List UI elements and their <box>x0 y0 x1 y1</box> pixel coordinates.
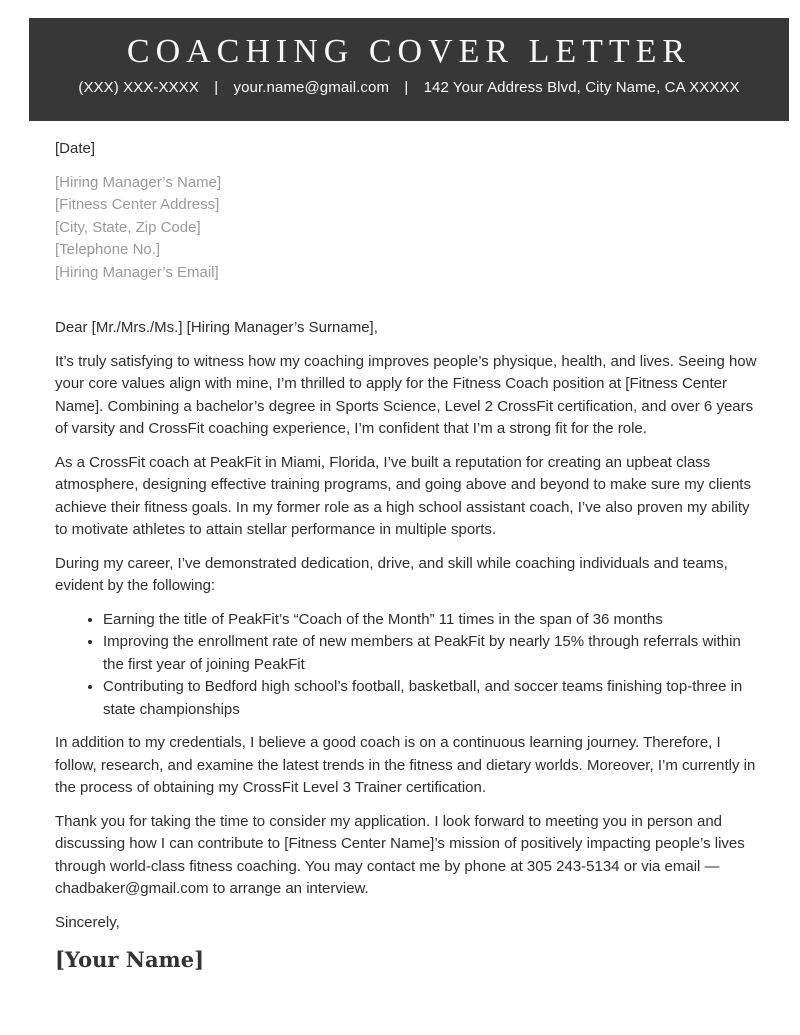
paragraph-achievements-lead: During my career, I’ve demonstrated dedication, drive, and skill while coaching individuals and teams, evident by the following: <box>55 554 728 594</box>
recipient-line-phone: [Telephone No.] <box>55 241 161 258</box>
signature-name: [Your Name] <box>55 947 205 972</box>
contact-separator: | <box>214 79 219 96</box>
contact-email: your.name@gmail.com <box>233 79 390 96</box>
date-placeholder: [Date] <box>55 140 96 157</box>
recipient-line-email: [Hiring Manager’s Email] <box>55 263 219 281</box>
achievements-list <box>55 609 763 722</box>
paragraph-thanks: Thank you for taking the time to consider my application. I look forward to meeting you in person and discussing how I can contribute to [Fitness Center Name]’s mission of positively impacting people’s lives through world-class fitness coaching. You may contact me by phone at 305 243-5134 or via email — chadbaker@gmail.com to arrange an interview. <box>55 812 745 897</box>
signoff: Sincerely, <box>55 913 120 931</box>
contact-separator: | <box>404 79 409 96</box>
letterhead <box>29 18 789 121</box>
salutation: Dear [Mr./Mrs./Ms.] [Hiring Manager’s Surname], <box>55 319 378 336</box>
recipient-line-name: [Hiring Manager’s Name] <box>55 173 222 191</box>
contact-phone: (XXX) XXX-XXXX <box>78 79 199 96</box>
paragraph-intro: It’s truly satisfying to witness how my coaching improves people’s physique, health, and lives. Seeing how your core values align with mine, I’m thrilled to apply for the Fitness Coach position at [Fitness Center Name]. Combining a bachelor’s degree in Sports Science, Level 2 CrossFit certification, and over 6 years of varsity and CrossFit coaching experience, I’m confident that I’m a strong fit for the role. <box>55 352 757 437</box>
paragraph-credentials: In addition to my credentials, I believe a good coach is on a continuous learning journey. Therefore, I follow, research, and examine the latest trends in the fitness and dietary worlds. Moreover, I’m currently in the process of obtaining my CrossFit Level 3 Trainer certification. <box>55 734 756 796</box>
achievement-item: • Earning the title of PeakFit’s “Coach of the Month” 11 times in the span of 36 months <box>103 609 763 632</box>
recipient-block <box>55 172 763 285</box>
contact-address: 142 Your Address Blvd, City Name, CA XXXXX <box>423 79 740 96</box>
achievement-item: • Improving the enrollment rate of new members at PeakFit by nearly 15% through referrals within the first year of joining PeakFit <box>103 631 763 676</box>
paragraph-experience: As a CrossFit coach at PeakFit in Miami, Florida, I’ve built a reputation for creating an upbeat class atmosphere, designing effective training programs, and going above and beyond to make sure my clients achieve their fitness goals. In my former role as a high school assistant coach, I’ve also proven my ability to motivate athletes to attain stellar performance in multiple sports. <box>55 453 751 538</box>
recipient-line-city: [City, State, Zip Code] <box>55 218 201 236</box>
letterhead-title: COACHING COVER LETTER <box>126 33 692 70</box>
achievement-item: • Contributing to Bedford high school’s football, basketball, and soccer teams finishing top-three in state championships <box>103 676 763 721</box>
letter-body <box>55 138 763 985</box>
recipient-line-address: [Fitness Center Address] <box>55 196 220 213</box>
contact-line <box>29 79 789 97</box>
